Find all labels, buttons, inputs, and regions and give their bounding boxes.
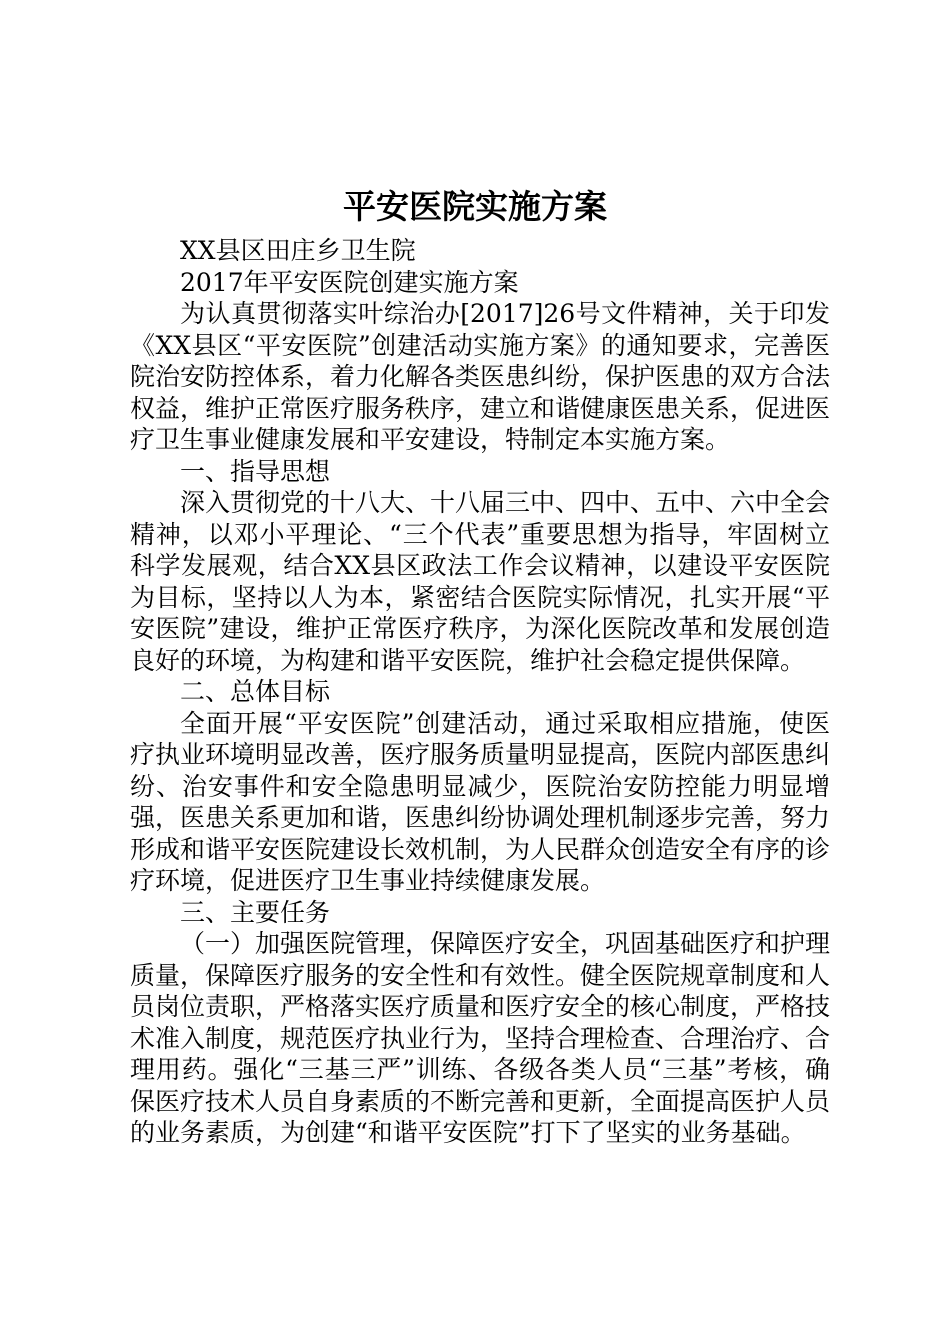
paragraph-institution: XX县区田庄乡卫生院: [180, 236, 416, 265]
section-heading-overall-goal: 二、总体目标: [180, 677, 331, 706]
paragraph-plan-name: 2017年平安医院创建实施方案: [180, 267, 519, 297]
paragraph-overall-goal: 全面开展“平安医院”创建活动，通过采取相应措施，使医疗执业环境明显改善，医疗服务质量明显提高，医院内部医患纠纷、治安事件和安全隐患明显减少，医院治安防控能力明显增强，医患关系更加和谐，医患纠纷协调处理机制逐步完善，努力形成和谐平安医院建设长效机制，为人民群众创造安全有序的诊疗环境，促进医疗卫生事业持续健康发展。: [130, 708, 831, 895]
paragraph-guiding-ideology: 深入贯彻党的十八大、十八届三中、四中、五中、六中全会精神，以邓小平理论、“三个代表”重要思想为指导，牢固树立科学发展观，结合XX县区政法工作会议精神，以建设平安医院为目标，坚持以人为本，紧密结合医院实际情况，扎实开展“平安医院”建设，维护正常医疗秩序，为深化医院改革和发展创造良好的环境，为构建和谐平安医院，维护社会稳定提供保障。: [130, 488, 831, 675]
paragraph-main-task-1: （一）加强医院管理，保障医疗安全，巩固基础医疗和护理质量，保障医疗服务的安全性和有效性。健全医院规章制度和人员岗位责职，严格落实医疗质量和医疗安全的核心制度，严格技术准入制度，规范医疗执业行为，坚持合理检查、合理治疗、合理用药。强化“三基三严”训练、各级各类人员“三基”考核，确保医疗技术人员自身素质的不断完善和更新，全面提高医护人员的业务素质，为创建“和谐平安医院”打下了坚实的业务基础。: [130, 929, 831, 1147]
paragraph-intro: 为认真贯彻落实叶综治办[2017]26号文件精神，关于印发《XX县区“平安医院”创建活动实施方案》的通知要求，完善医院治安防控体系，着力化解各类医患纠纷，保护医患的双方合法权益，维护正常医疗服务秩序，建立和谐健康医患关系，促进医疗卫生事业健康发展和平安建设，特制定本实施方案。: [130, 299, 831, 454]
section-heading-main-tasks: 三、主要任务: [180, 897, 331, 927]
document-body: [130, 235, 830, 1149]
document-title: 平安医院实施方案: [343, 187, 607, 226]
section-heading-guiding-ideology: 一、指导思想: [180, 456, 331, 486]
